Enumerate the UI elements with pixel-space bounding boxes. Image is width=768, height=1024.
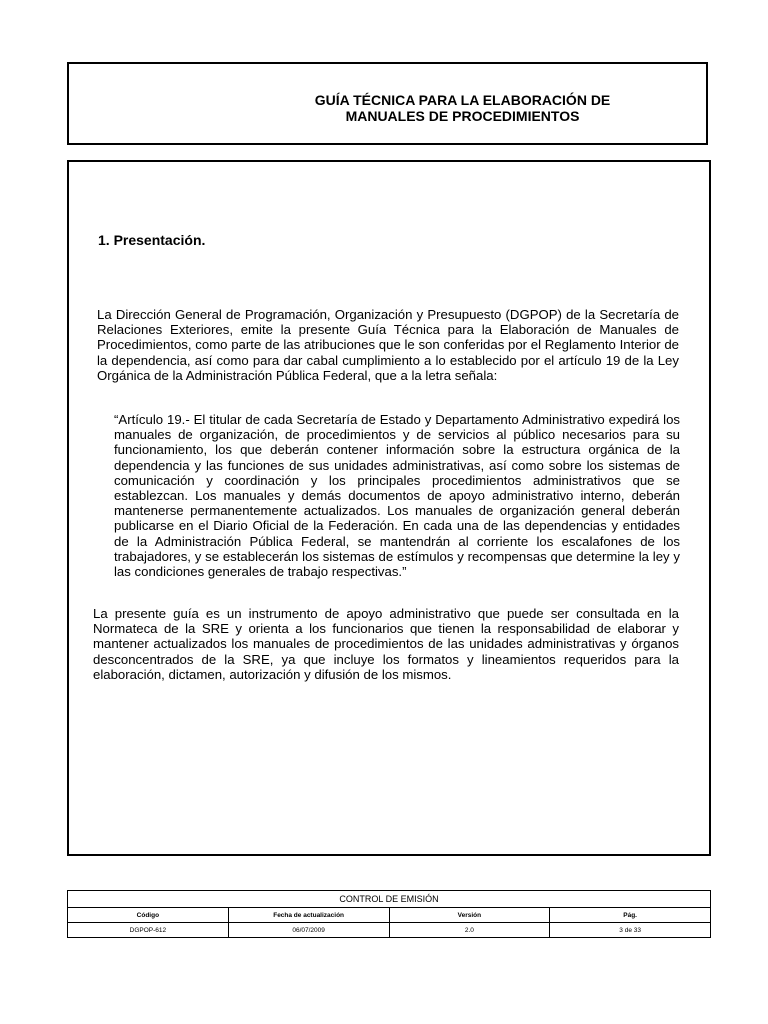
- version-header: Versión: [389, 908, 550, 923]
- closing-paragraph: La presente guía es un instrumento de apoyo administrativo que puede ser consultada en la Normateca de la SRE y orienta a los funcionarios que tienen la responsabilidad de elaborar y mantener actualizados los manuales de procedimientos de las unidades administrativas y órganos desconcentrados de la SRE, ya que incluye los formatos y lineamientos requeridos para la elaboración, dictamen, autorización y difusión de los mismos.: [93, 606, 679, 682]
- update-date-value: 06/07/2009: [228, 923, 389, 938]
- version-value: 2.0: [389, 923, 550, 938]
- title-line-2: MANUALES DE PROCEDIMIENTOS: [345, 108, 580, 124]
- page-header: Pág.: [550, 908, 711, 923]
- control-table-title: CONTROL DE EMISIÓN: [68, 891, 711, 908]
- title-line-1: GUÍA TÉCNICA PARA LA ELABORACIÓN DE: [314, 92, 611, 108]
- code-header: Código: [68, 908, 229, 923]
- article-quote: “Artículo 19.- El titular de cada Secretaría de Estado y Departamento Administrativo expedirá los manuales de organización, de procedimientos y de servicios al público necesarios para su funcionamiento, los que deberán contener información sobre la estructura orgánica de la dependencia y las funciones de sus unidades administrativas, así como sobre los sistemas de comunicación y coordinación y los principales procedimientos administrativos que se establezcan. Los manuales y demás documentos de apoyo administrativo interno, deberán mantenerse permanentemente actualizados. Los manuales de organización general deberán publicarse en el Diario Oficial de la Federación. En cada una de las dependencias y entidades de la Administración Pública Federal, se mantendrán al corriente los escalafones de los trabajadores, y se establecerán los sistemas de estímulos y recompensas que determine la ley y las condiciones generales de trabajo respectivas.”: [114, 412, 680, 580]
- section-heading: 1. Presentación.: [98, 232, 206, 248]
- document-body: [67, 160, 711, 856]
- document-title: [219, 92, 706, 124]
- emission-control-table: [67, 890, 711, 938]
- page-value: 3 de 33: [550, 923, 711, 938]
- intro-paragraph: La Dirección General de Programación, Organización y Presupuesto (DGPOP) de la Secretaría de Relaciones Exteriores, emite la presente Guía Técnica para la Elaboración de Manuales de Procedimientos, como parte de las atribuciones que le son conferidas por el Reglamento Interior de la dependencia, así como para dar cabal cumplimiento a lo establecido por el artículo 19 de la Ley Orgánica de la Administración Pública Federal, que a la letra señala:: [97, 307, 679, 383]
- update-date-header: Fecha de actualización: [228, 908, 389, 923]
- document-header: [67, 62, 708, 145]
- code-value: DGPOP-612: [68, 923, 229, 938]
